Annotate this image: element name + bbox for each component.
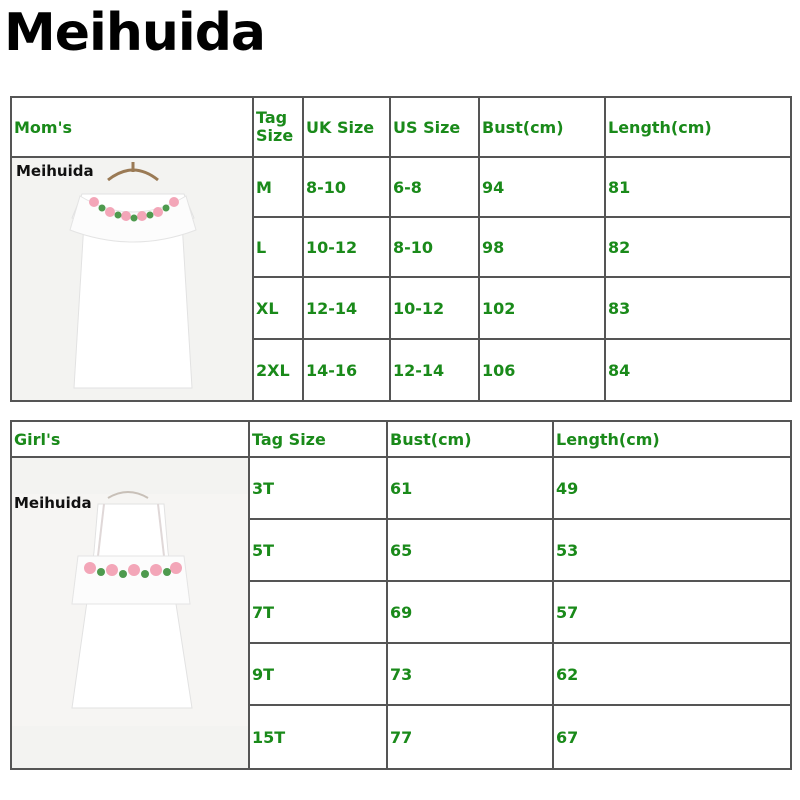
mom-header-tag-size: Tag Size — [253, 97, 303, 157]
girl-photo-logo: Meihuida — [14, 494, 92, 512]
mom-bust: 98 — [479, 217, 605, 277]
mom-tag-size: 2XL — [253, 339, 303, 401]
table-row — [11, 457, 791, 519]
mom-us-size: 8-10 — [390, 217, 479, 277]
mom-us-size: 12-14 — [390, 339, 479, 401]
girl-bust: 77 — [387, 705, 553, 769]
mom-tag-size: XL — [253, 277, 303, 339]
mom-bust: 102 — [479, 277, 605, 339]
mom-length: 82 — [605, 217, 791, 277]
girl-header-label: Girl's — [11, 421, 249, 457]
mom-length: 83 — [605, 277, 791, 339]
girl-bust: 73 — [387, 643, 553, 705]
girl-header-length: Length(cm) — [553, 421, 791, 457]
mom-bust: 94 — [479, 157, 605, 217]
girl-tag-size: 9T — [249, 643, 387, 705]
mom-uk-size: 10-12 — [303, 217, 390, 277]
mom-uk-size: 8-10 — [303, 157, 390, 217]
girl-bust: 65 — [387, 519, 553, 581]
mom-tag-size: M — [253, 157, 303, 217]
girl-tag-size: 7T — [249, 581, 387, 643]
mom-header-row — [11, 97, 791, 157]
mom-length: 84 — [605, 339, 791, 401]
table-row — [11, 157, 791, 217]
brand-logo: Meihuida — [4, 3, 266, 63]
girl-bust: 69 — [387, 581, 553, 643]
mom-photo-logo: Meihuida — [16, 162, 94, 180]
girl-bust: 61 — [387, 457, 553, 519]
mom-dress-photo — [11, 157, 253, 401]
girl-size-table — [10, 420, 792, 770]
mom-header-label: Mom's — [11, 97, 253, 157]
mom-header-us-size: US Size — [390, 97, 479, 157]
girl-tag-size: 5T — [249, 519, 387, 581]
girl-header-tag-size: Tag Size — [249, 421, 387, 457]
mom-size-table — [10, 96, 792, 402]
girl-length: 57 — [553, 581, 791, 643]
mom-us-size: 10-12 — [390, 277, 479, 339]
mom-bust: 106 — [479, 339, 605, 401]
girl-dress-photo — [11, 457, 249, 769]
girl-tag-size: 3T — [249, 457, 387, 519]
girl-length: 67 — [553, 705, 791, 769]
girl-length: 49 — [553, 457, 791, 519]
mom-header-bust: Bust(cm) — [479, 97, 605, 157]
mom-us-size: 6-8 — [390, 157, 479, 217]
mom-uk-size: 12-14 — [303, 277, 390, 339]
mom-uk-size: 14-16 — [303, 339, 390, 401]
mom-header-length: Length(cm) — [605, 97, 791, 157]
mom-length: 81 — [605, 157, 791, 217]
mom-tag-size: L — [253, 217, 303, 277]
girl-length: 62 — [553, 643, 791, 705]
mom-header-uk-size: UK Size — [303, 97, 390, 157]
girl-tag-size: 15T — [249, 705, 387, 769]
girl-header-row — [11, 421, 791, 457]
girl-header-bust: Bust(cm) — [387, 421, 553, 457]
mom-dress-image — [12, 158, 253, 401]
girl-length: 53 — [553, 519, 791, 581]
